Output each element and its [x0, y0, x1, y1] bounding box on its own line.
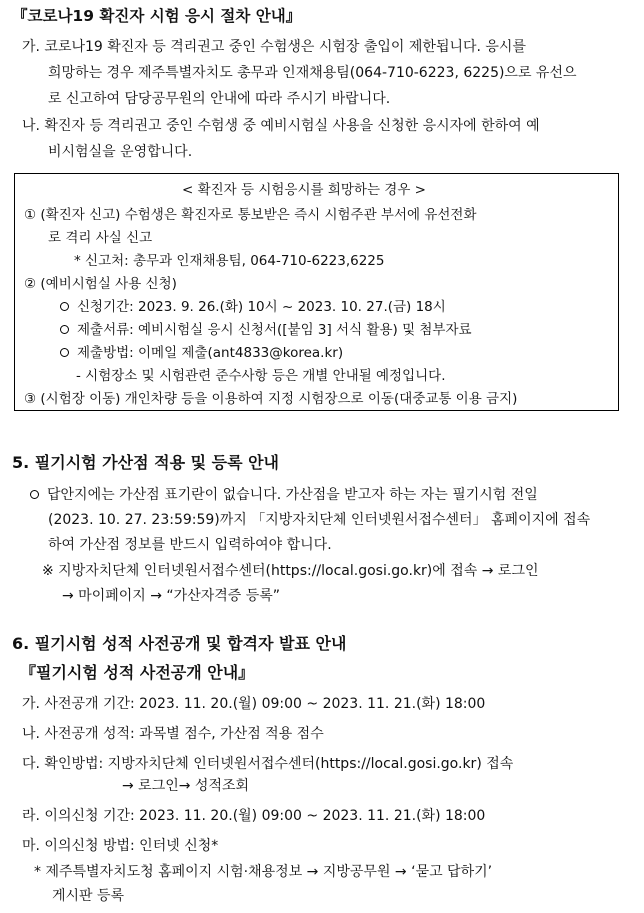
circle-bullet-icon — [60, 302, 69, 311]
covid-item-na-line2: 비시험실을 운영합니다. — [48, 144, 193, 160]
section6-item-da-line2: → 로그인→ 성적조회 — [122, 778, 250, 794]
section5-paragraph-line1: 답안지에는 가산점 표기란이 없습니다. 가산점을 받고자 하는 자는 필기시험 전일 — [30, 485, 538, 505]
section6-item-da-line1: 다. 확인방법: 지방자치단체 인터넷원서접수센터(https://local.gosi.go.kr) 접속 — [22, 756, 514, 772]
section5-note-line2: → 마이페이지 → “가산자격증 등록” — [62, 588, 281, 604]
circle-bullet-icon — [60, 348, 69, 357]
covid-item-ga-line1: 가. 코로나19 확진자 등 격리권고 중인 수험생은 시험장 출입이 제한됩니다. 응시를 — [22, 39, 526, 55]
box-sub-note: - 시험장소 및 시험관련 준수사항 등은 개별 안내될 예정입니다. — [76, 368, 446, 384]
section6-subtitle: 『필기시험 성적 사전공개 안내』 — [20, 663, 255, 682]
section5-paragraph-line3: 하여 가산점 정보를 반드시 입력하여야 합니다. — [48, 537, 332, 553]
section5-paragraph-line2: (2023. 10. 27. 23:59:59)까지 「지방자치단체 인터넷원서접수센터」 홈페이지에 접속 — [48, 512, 591, 528]
box-item1-line2: 로 격리 사실 신고 — [48, 230, 153, 246]
circle-bullet-icon — [30, 490, 39, 499]
section6-item-na: 나. 사전공개 성적: 과목별 점수, 가산점 적용 점수 — [22, 726, 324, 742]
covid-item-ga-line2: 희망하는 경우 제주특별자치도 총무과 인재채용팀(064-710-6223, 6225)으로 유선으 — [48, 65, 577, 81]
box-heading: < 확진자 등 시험응시를 희망하는 경우 > — [182, 182, 426, 198]
covid-title: 『코로나19 확진자 시험 응시 절차 안내』 — [12, 7, 302, 25]
section6-star-note-line1: * 제주특별자치도청 홈페이지 시험·채용정보 → 지방공무원 → ‘묻고 답하기’ — [34, 864, 493, 880]
box-item1-contact: * 신고처: 총무과 인재채용팀, 064-710-6223,6225 — [74, 253, 385, 269]
covid-item-ga-line3: 로 신고하여 담당공무원의 안내에 따라 주시기 바랍니다. — [48, 91, 391, 107]
section6-item-ra: 라. 이의신청 기간: 2023. 11. 20.(월) 09:00 ~ 2023. 11. 21.(화) 18:00 — [22, 808, 486, 824]
box-sub-period: 신청기간: 2023. 9. 26.(화) 10시 ~ 2023. 10. 27.(금) 18시 — [60, 297, 446, 317]
box-item2: ② (예비시험실 사용 신청) — [24, 276, 177, 292]
box-item3: ③ (시험장 이동) 개인차량 등을 이용하여 지정 시험장으로 이동(대중교통 이용 금지) — [24, 391, 518, 407]
section5-note-line1: ※ 지방자치단체 인터넷원서접수센터(https://local.gosi.go.kr)에 접속 → 로그인 — [42, 563, 539, 579]
section6-item-ga: 가. 사전공개 기간: 2023. 11. 20.(월) 09:00 ~ 2023. 11. 21.(화) 18:00 — [22, 696, 486, 712]
section6-title: 6. 필기시험 성적 사전공개 및 합격자 발표 안내 — [12, 634, 347, 653]
box-sub-method: 제출방법: 이메일 제출(ant4833@korea.kr) — [60, 343, 343, 363]
section6-star-note-line2: 게시판 등록 — [52, 888, 125, 904]
covid-item-na-line1: 나. 확진자 등 격리권고 중인 수험생 중 예비시험실 사용을 신청한 응시자에 한하여 예 — [22, 118, 540, 134]
box-sub-documents: 제출서류: 예비시험실 응시 신청서([붙임 3] 서식 활용) 및 첨부자료 — [60, 320, 472, 340]
section5-title: 5. 필기시험 가산점 적용 및 등록 안내 — [12, 453, 280, 472]
section6-item-ma: 마. 이의신청 방법: 인터넷 신청* — [22, 838, 219, 854]
box-item1-line1: ① (확진자 신고) 수험생은 확진자로 통보받은 즉시 시험주관 부서에 유선전화 — [24, 207, 477, 223]
circle-bullet-icon — [60, 325, 69, 334]
